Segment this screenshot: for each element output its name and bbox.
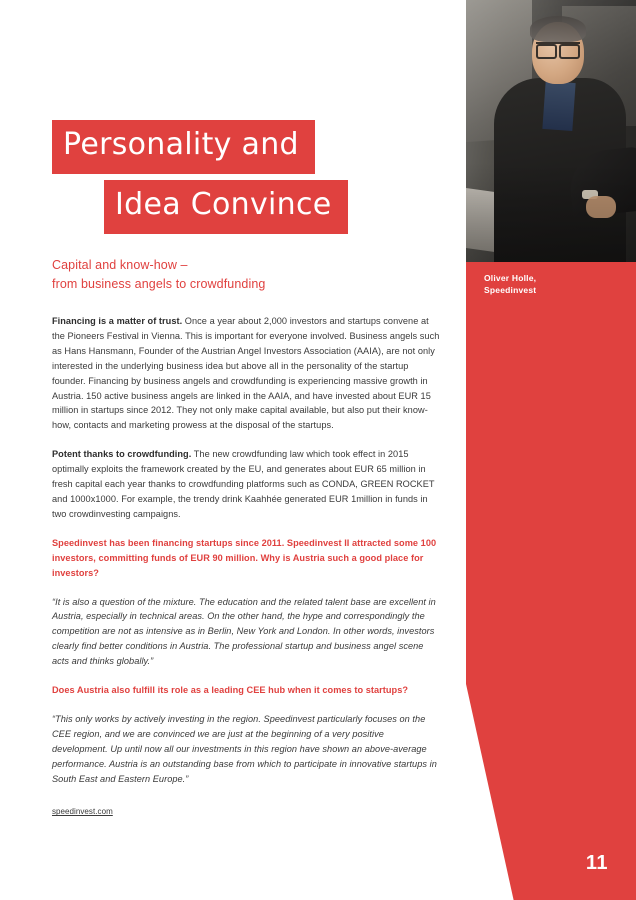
page-subtitle-line-2: from business angels to crowdfunding (52, 277, 266, 292)
interview-answer: “It is also a question of the mixture. The education and the related talent base are excellent in Austria, especially in technical areas. On the other hand, the hype and correspondingly the competition are not as intensive as in Berlin, New York and London. In other words, investors clearly find better conditions in Austria. The professional startup and business angel scene acts and thinks globally.” (52, 596, 436, 667)
photo-caption (466, 272, 636, 297)
paragraph-text: The new crowdfunding law which took effect in 2015 optimally exploits the framework created by the EU, and generates about EUR 65 million in fresh capital each year thanks to crowdfunding platforms such as CONDA, GREEN ROCKET and 1000x1000. For example, the trendy drink Kaahhée generated EUR 1million in funds in two crowdinvesting campaigns. (52, 449, 435, 519)
paragraph-lead: Potent thanks to crowdfunding. (52, 449, 192, 460)
photo-caption-company: Speedinvest (484, 285, 537, 296)
interview-question: Speedinvest has been financing startups since 2011. Speedinvest II attracted some 100 investors, committing funds of EUR 90 million. Why is Austria such a good place for investors? (52, 537, 437, 578)
paragraph-text: Once a year about 2,000 investors and startups convene at the Pioneers Festival in Vienna. This is important for everyone involved. Business angels such as Hans Hansmann, Founder of the Austrian Angel Investors Association (AAIA), are not only interested in the underlying business idea but above all in the personality of the startup founder. Financing by business angels and crowdfunding is experiencing massive growth in Austria. 150 active business angels are linked in the AAIA, and have invested about EUR 15 million in startups since 2012. They not only make capital available, but also put their know-how, contacts and marketing prowess at the disposal of the startups. (52, 316, 440, 431)
portrait-photo (466, 0, 636, 262)
paragraph-lead: Financing is a matter of trust. (52, 316, 183, 326)
source-link[interactable]: speedinvest.com (52, 807, 113, 817)
page-number: 11 (585, 852, 608, 874)
photo-caption-name: Oliver Holle, (484, 273, 537, 283)
page-subtitle-line-1: Capital and know-how – (52, 258, 188, 272)
page-title-line-1: Personality and (52, 120, 315, 174)
page-title-line-2: Idea Convince (104, 180, 348, 234)
photo-vignette (466, 0, 636, 262)
interview-question: Does Austria also fulfill its role as a leading CEE hub when it comes to startups? (52, 685, 409, 696)
paragraph (52, 314, 440, 433)
page-title (52, 120, 348, 234)
interview-answer: “This only works by actively investing in the region. Speedinvest particularly focuses on the CEE region, and we are convinced we are just at the beginning of a very positive development. Up until now all our investments in this region have shown an above-average performance. Austria is an outstanding base from which to participate in innovative startups in South East and Eastern Europe.” (52, 713, 437, 784)
article-body (52, 314, 440, 819)
paragraph (52, 447, 440, 522)
page-subtitle (52, 256, 265, 295)
